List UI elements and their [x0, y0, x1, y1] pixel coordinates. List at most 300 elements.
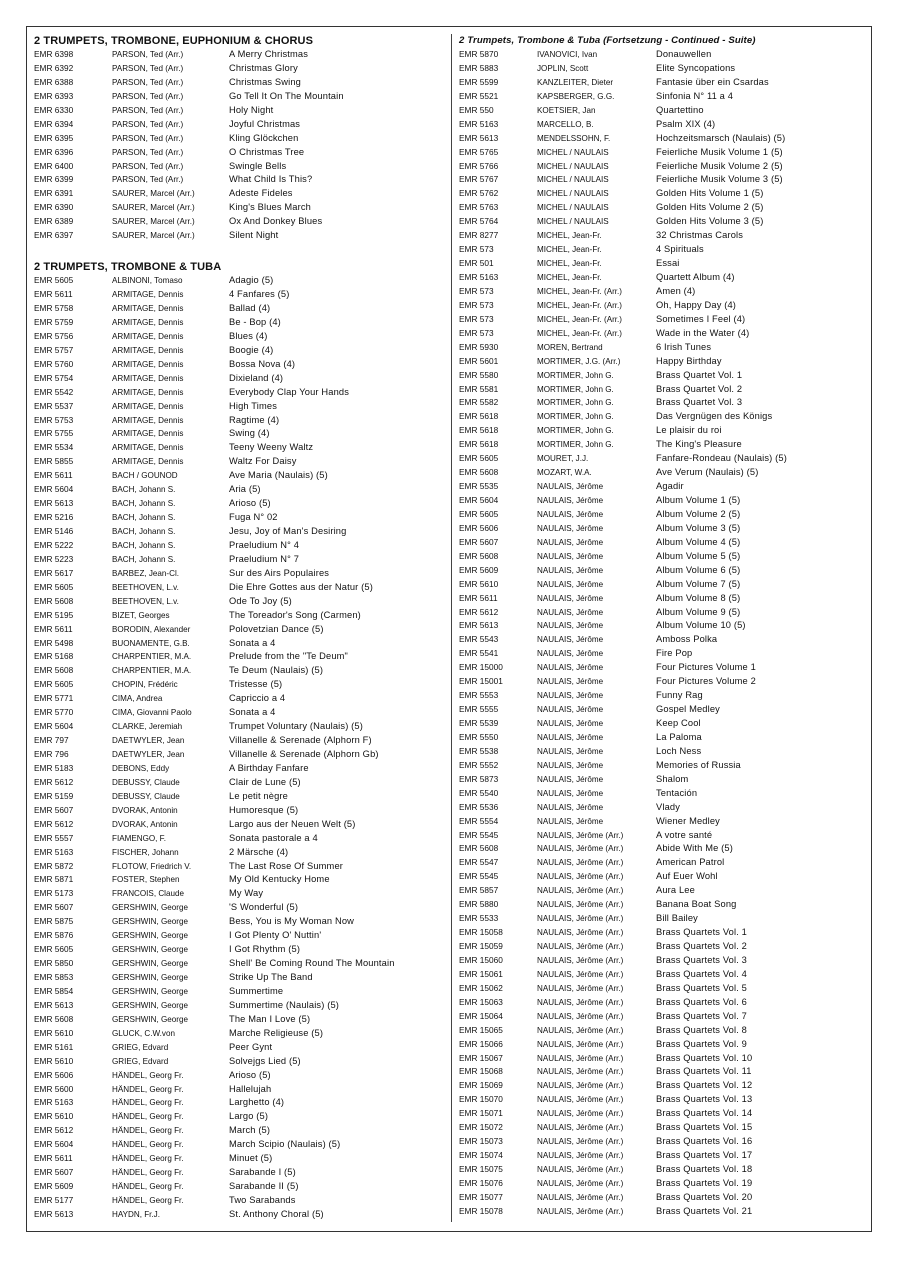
catalog-number: EMR 573 — [459, 285, 494, 296]
catalog-row — [459, 870, 865, 884]
work-title: Fuga N° 02 — [229, 512, 278, 523]
work-title: High Times — [229, 400, 277, 411]
catalog-row — [459, 592, 865, 606]
composer: MICHEL, Jean-Fr. — [537, 273, 602, 282]
catalog-row — [34, 118, 446, 132]
composer: HÄNDEL, Georg Fr. — [112, 1070, 184, 1080]
catalog-number: EMR 5755 — [34, 428, 74, 439]
composer: HÄNDEL, Georg Fr. — [112, 1154, 184, 1164]
work-title: Humoresque (5) — [229, 804, 299, 815]
catalog-row — [459, 1163, 865, 1177]
catalog-row — [34, 525, 446, 539]
catalog-number: EMR 5582 — [459, 397, 499, 408]
composer: ALBINONI, Tomaso — [112, 276, 183, 286]
catalog-number: EMR 6398 — [34, 49, 74, 59]
catalog-number: EMR 5617 — [34, 567, 74, 578]
catalog-number: EMR 5608 — [459, 550, 499, 561]
work-title: Quartett Album (4) — [656, 272, 735, 282]
composer: PARSON, Ted (Arr.) — [112, 105, 184, 115]
catalog-row — [459, 759, 865, 773]
catalog-row — [459, 466, 865, 480]
composer: NAULAIS, Jérôme (Arr.) — [537, 858, 624, 868]
catalog-row — [459, 452, 865, 466]
composer: BEETHOVEN, L.v. — [112, 596, 179, 606]
catalog-number: EMR 15070 — [459, 1094, 503, 1105]
section-title-tuba: 2 TRUMPETS, TROMBONE & TUBA — [34, 261, 222, 274]
work-title: Feierliche Musik Volume 1 (5) — [656, 146, 783, 157]
catalog-number: EMR 5610 — [459, 578, 499, 589]
composer: ARMITAGE, Dennis — [112, 373, 184, 383]
composer: NAULAIS, Jérôme — [537, 537, 604, 547]
work-title: Villanelle & Serenade (Alphorn Gb) — [229, 749, 379, 759]
work-title: The King's Pleasure — [656, 439, 742, 450]
composer: NAULAIS, Jérôme (Arr.) — [537, 997, 624, 1007]
catalog-number: EMR 5605 — [34, 679, 74, 690]
catalog-number: EMR 5855 — [34, 456, 74, 467]
catalog-number: EMR 5498 — [34, 637, 74, 648]
composer: MICHEL, Jean-Fr. — [537, 245, 602, 255]
composer: BACH, Johann S. — [112, 540, 176, 550]
catalog-number: EMR 5760 — [34, 358, 74, 369]
catalog-row — [459, 1191, 865, 1205]
catalog-row — [459, 745, 865, 759]
work-title: Elite Syncopations — [656, 62, 736, 73]
catalog-row — [459, 522, 865, 536]
work-title: Donauwellen — [656, 49, 712, 59]
catalog-row — [34, 623, 446, 637]
composer: NAULAIS, Jérôme — [537, 579, 604, 589]
catalog-number: EMR 5521 — [459, 90, 499, 101]
catalog-row — [34, 146, 446, 160]
work-title: Bossa Nova (4) — [229, 358, 296, 369]
work-title: Golden Hits Volume 3 (5) — [656, 216, 764, 227]
composer: SAURER, Marcel (Arr.) — [112, 189, 195, 199]
composer: PARSON, Ted (Arr.) — [112, 119, 184, 129]
composer: PARSON, Ted (Arr.) — [112, 91, 184, 101]
catalog-number: EMR 5163 — [459, 272, 499, 282]
work-title: Brass Quartets Vol. 2 — [656, 941, 747, 951]
composer: GERSHWIN, George — [112, 903, 189, 913]
catalog-row — [34, 818, 446, 832]
work-title: American Patrol — [656, 857, 725, 868]
catalog-row — [459, 564, 865, 578]
catalog-number: EMR 15073 — [459, 1136, 503, 1147]
catalog-number: EMR 6397 — [34, 230, 74, 241]
work-title: King's Blues March — [229, 202, 311, 213]
catalog-row — [459, 1079, 865, 1093]
catalog-number: EMR 5605 — [459, 453, 499, 464]
work-title: Brass Quartets Vol. 4 — [656, 968, 747, 979]
work-title: My Old Kentucky Home — [229, 874, 330, 885]
work-title: Brass Quartets Vol. 5 — [656, 982, 747, 993]
catalog-number: EMR 15001 — [459, 676, 503, 687]
catalog-list-tuba — [34, 274, 446, 1222]
work-title: Brass Quartets Vol. 16 — [656, 1136, 753, 1147]
composer: BACH, Johann S. — [112, 485, 176, 495]
work-title: Strike Up The Band — [229, 972, 313, 982]
catalog-row — [459, 1052, 865, 1066]
catalog-number: EMR 5853 — [34, 972, 74, 982]
catalog-number: EMR 15069 — [459, 1080, 503, 1091]
catalog-number: EMR 6394 — [34, 118, 74, 129]
catalog-row — [34, 386, 446, 400]
catalog-number: EMR 5854 — [34, 985, 74, 996]
work-title: Bess, You is My Woman Now — [229, 916, 355, 927]
catalog-row — [34, 539, 446, 553]
composer: GERSHWIN, George — [112, 945, 189, 955]
work-title: Agadir — [656, 481, 684, 492]
composer: DVORAK, Antonin — [112, 805, 178, 815]
catalog-number: EMR 6391 — [34, 188, 74, 199]
catalog-number: EMR 5161 — [34, 1041, 74, 1052]
catalog-number: EMR 5611 — [34, 623, 73, 634]
catalog-row — [459, 912, 865, 926]
catalog-number: EMR 15066 — [459, 1038, 503, 1049]
catalog-number: EMR 15078 — [459, 1205, 503, 1216]
catalog-list-chorus — [34, 48, 446, 243]
work-title: Aria (5) — [229, 484, 261, 495]
composer: HAYDN, Fr.J. — [112, 1209, 160, 1219]
catalog-row — [34, 1180, 446, 1194]
composer: CLARKE, Jeremiah — [112, 722, 183, 732]
work-title: Abide With Me (5) — [656, 843, 733, 854]
right-column — [459, 34, 865, 1219]
composer: MICHEL, Jean-Fr. — [537, 231, 602, 241]
catalog-number: EMR 5543 — [459, 634, 499, 645]
work-title: Sinfonia N° 11 a 4 — [656, 90, 734, 101]
catalog-row — [459, 1093, 865, 1107]
catalog-row — [459, 801, 865, 815]
catalog-row — [34, 776, 446, 790]
composer: PARSON, Ted (Arr.) — [112, 175, 184, 185]
work-title: Tentación — [656, 787, 698, 798]
catalog-number: EMR 5611 — [459, 592, 498, 603]
composer: BACH, Johann S. — [112, 554, 176, 564]
composer: MORTIMER, J.G. (Arr.) — [537, 356, 621, 366]
work-title: My Way — [229, 888, 264, 899]
composer: NAULAIS, Jérôme (Arr.) — [537, 830, 624, 840]
catalog-row — [459, 355, 865, 369]
work-title: Jesu, Joy of Man's Desiring — [229, 526, 347, 536]
catalog-row — [459, 884, 865, 898]
catalog-row — [34, 469, 446, 483]
catalog-row — [34, 873, 446, 887]
catalog-number: EMR 5771 — [34, 693, 74, 704]
catalog-row — [459, 1149, 865, 1163]
composer: KOETSIER, Jan — [537, 105, 596, 115]
catalog-number: EMR 5536 — [459, 801, 499, 812]
work-title: Sarabande I (5) — [229, 1167, 296, 1178]
catalog-number: EMR 5612 — [459, 606, 499, 617]
work-title: Brass Quartets Vol. 20 — [656, 1191, 753, 1202]
catalog-number: EMR 5195 — [34, 609, 74, 620]
column-divider — [451, 34, 452, 1222]
composer: BIZET, Georges — [112, 610, 170, 620]
work-title: Four Pictures Volume 1 — [656, 662, 756, 673]
catalog-row — [459, 341, 865, 355]
catalog-row — [34, 664, 446, 678]
work-title: Auf Euer Wohl — [656, 871, 718, 882]
catalog-row — [34, 650, 446, 664]
catalog-number: EMR 5177 — [34, 1195, 74, 1205]
composer: NAULAIS, Jérôme (Arr.) — [537, 1165, 624, 1174]
composer: DAETWYLER, Jean — [112, 750, 185, 759]
catalog-number: EMR 5604 — [34, 721, 74, 732]
catalog-row — [459, 1205, 865, 1219]
catalog-number: EMR 5542 — [34, 386, 74, 397]
catalog-row — [34, 173, 446, 187]
catalog-row — [459, 898, 865, 912]
catalog-row — [459, 480, 865, 494]
catalog-row — [34, 832, 446, 846]
work-title: Le petit nègre — [229, 790, 288, 801]
catalog-number: EMR 5610 — [34, 1027, 74, 1038]
composer: GLUCK, C.W.von — [112, 1028, 175, 1038]
catalog-row — [34, 1166, 446, 1180]
catalog-number: EMR 5183 — [34, 762, 74, 773]
work-title: Vlady — [656, 801, 681, 812]
catalog-row — [459, 675, 865, 689]
work-title: The Toreador's Song (Carmen) — [229, 609, 361, 620]
work-title: Brass Quartets Vol. 11 — [656, 1066, 752, 1077]
catalog-number: EMR 6400 — [34, 160, 74, 171]
catalog-row — [34, 706, 446, 720]
catalog-number: EMR 5608 — [34, 1013, 74, 1024]
composer: BUONAMENTE, G.B. — [112, 638, 190, 648]
catalog-row — [459, 327, 865, 341]
work-title: Die Ehre Gottes aus der Natur (5) — [229, 581, 373, 592]
work-title: March (5) — [229, 1125, 271, 1136]
composer: IVANOVICI, Ivan — [537, 50, 598, 59]
catalog-row — [34, 1069, 446, 1083]
work-title: Blues (4) — [229, 330, 268, 341]
work-title: Arioso (5) — [229, 498, 271, 509]
work-title: Polovetzian Dance (5) — [229, 623, 324, 634]
composer: GERSHWIN, George — [112, 917, 189, 927]
catalog-row — [34, 330, 446, 344]
composer: ARMITAGE, Dennis — [112, 359, 184, 369]
work-title: O Christmas Tree — [229, 146, 305, 157]
catalog-number: EMR 5222 — [34, 539, 74, 550]
catalog-number: EMR 5850 — [34, 958, 74, 969]
work-title: Das Vergnügen des Königs — [656, 411, 773, 422]
composer: NAULAIS, Jérôme (Arr.) — [537, 1123, 624, 1133]
catalog-row — [459, 313, 865, 327]
composer: NAULAIS, Jérôme (Arr.) — [537, 928, 624, 938]
composer: NAULAIS, Jérôme (Arr.) — [537, 1137, 624, 1147]
catalog-row — [34, 76, 446, 90]
catalog-row — [459, 829, 865, 843]
left-column — [34, 34, 446, 1222]
catalog-row — [34, 692, 446, 706]
composer: JOPLIN, Scott — [537, 63, 589, 73]
work-title: Prelude from the "Te Deum" — [229, 651, 349, 662]
composer: NAULAIS, Jérôme — [537, 509, 604, 519]
composer: KANZLEITER, Dieter — [537, 77, 614, 87]
catalog-row — [34, 455, 446, 469]
catalog-row — [34, 62, 446, 76]
composer: MICHEL / NAULAIS — [537, 175, 609, 185]
catalog-number: EMR 5607 — [459, 536, 499, 547]
catalog-number: EMR 6393 — [34, 90, 74, 101]
work-title: Brass Quartets Vol. 12 — [656, 1080, 753, 1091]
work-title: Clair de Lune (5) — [229, 776, 301, 787]
work-title: Keep Cool — [656, 718, 701, 728]
catalog-row — [34, 1096, 446, 1110]
catalog-number: EMR 15062 — [459, 982, 503, 993]
catalog-number: EMR 5538 — [459, 745, 499, 756]
catalog-number: EMR 6399 — [34, 174, 74, 185]
catalog-number: EMR 501 — [459, 258, 494, 269]
catalog-number: EMR 5581 — [459, 383, 499, 394]
composer: MARCELLO, B. — [537, 119, 594, 129]
catalog-row — [459, 982, 865, 996]
catalog-row — [459, 689, 865, 703]
work-title: Brass Quartets Vol. 10 — [656, 1052, 753, 1063]
work-title: Funny Rag — [656, 690, 703, 701]
composer: BACH, Johann S. — [112, 499, 176, 509]
catalog-number: EMR 5609 — [34, 1181, 74, 1192]
catalog-row — [459, 996, 865, 1010]
composer: NAULAIS, Jérôme — [537, 802, 604, 812]
catalog-number: EMR 573 — [459, 244, 494, 255]
catalog-number: EMR 6396 — [34, 146, 74, 157]
catalog-row — [34, 637, 446, 651]
catalog-number: EMR 15063 — [459, 996, 503, 1007]
work-title: Happy Birthday — [656, 355, 722, 366]
catalog-number: EMR 5613 — [34, 999, 74, 1010]
composer: MORTIMER, John G. — [537, 440, 614, 450]
catalog-number: EMR 5612 — [34, 1125, 74, 1136]
composer: NAULAIS, Jérôme — [537, 746, 604, 756]
work-title: Sonata pastorale a 4 — [229, 832, 318, 843]
catalog-row — [34, 957, 446, 971]
composer: CHOPIN, Frédéric — [112, 680, 178, 690]
composer: NAULAIS, Jérôme (Arr.) — [537, 955, 624, 965]
composer: NAULAIS, Jérôme (Arr.) — [537, 1151, 624, 1161]
work-title: Banana Boat Song — [656, 899, 737, 910]
catalog-row — [34, 553, 446, 567]
composer: NAULAIS, Jérôme — [537, 760, 604, 770]
catalog-row — [459, 62, 865, 76]
catalog-number: EMR 5552 — [459, 759, 499, 770]
catalog-number: EMR 15065 — [459, 1024, 503, 1035]
catalog-row — [459, 1135, 865, 1149]
catalog-row — [34, 274, 446, 288]
work-title: Sur des Airs Populaires — [229, 567, 330, 578]
work-title: Psalm XIX (4) — [656, 118, 716, 129]
catalog-row — [459, 90, 865, 104]
composer: DAETWYLER, Jean — [112, 736, 185, 746]
catalog-number: EMR 5533 — [459, 913, 499, 924]
work-title: Sometimes I Feel (4) — [656, 313, 746, 324]
work-title: 4 Fanfares (5) — [229, 289, 290, 300]
catalog-number: EMR 5604 — [34, 1139, 74, 1150]
catalog-row — [459, 1010, 865, 1024]
composer: ARMITAGE, Dennis — [112, 401, 184, 411]
catalog-number: EMR 5604 — [34, 484, 74, 495]
composer: NAULAIS, Jérôme — [537, 691, 604, 701]
catalog-number: EMR 15077 — [459, 1191, 503, 1202]
work-title: Feierliche Musik Volume 3 (5) — [656, 174, 783, 185]
catalog-number: EMR 5607 — [34, 804, 74, 815]
catalog-row — [34, 1138, 446, 1152]
catalog-row — [459, 717, 865, 731]
catalog-number: EMR 5605 — [34, 581, 74, 592]
work-title: Two Sarabands — [229, 1195, 296, 1205]
work-title: Brass Quartets Vol. 8 — [656, 1024, 747, 1035]
catalog-row — [459, 578, 865, 592]
work-title: Christmas Glory — [229, 62, 298, 73]
work-title: Summertime — [229, 985, 284, 996]
work-title: Adeste Fideles — [229, 188, 293, 199]
composer: NAULAIS, Jérôme — [537, 496, 604, 505]
work-title: Gospel Medley — [656, 704, 720, 715]
catalog-row — [34, 48, 446, 62]
catalog-number: EMR 5880 — [459, 899, 499, 910]
catalog-number: EMR 5759 — [34, 316, 74, 327]
catalog-row — [34, 201, 446, 215]
catalog-number: EMR 5608 — [459, 467, 499, 478]
composer: CIMA, Giovanni Paolo — [112, 708, 192, 718]
composer: HÄNDEL, Georg Fr. — [112, 1126, 184, 1136]
catalog-row — [34, 762, 446, 776]
work-title: Shalom — [656, 773, 689, 784]
catalog-row — [459, 243, 865, 257]
section-spacer — [34, 243, 446, 260]
work-title: Album Volume 7 (5) — [656, 578, 741, 589]
catalog-number: EMR 5173 — [34, 888, 74, 899]
composer: NAULAIS, Jérôme — [537, 719, 604, 728]
work-title: Brass Quartets Vol. 15 — [656, 1122, 753, 1133]
catalog-number: EMR 5875 — [34, 916, 74, 927]
catalog-number: EMR 797 — [34, 735, 69, 746]
catalog-number: EMR 550 — [459, 104, 494, 115]
work-title: Marche Religieuse (5) — [229, 1027, 324, 1038]
composer: NAULAIS, Jérôme (Arr.) — [537, 969, 624, 979]
work-title: Brass Quartet Vol. 3 — [656, 397, 743, 408]
catalog-row — [459, 438, 865, 452]
catalog-row — [34, 344, 446, 358]
catalog-number: EMR 15074 — [459, 1150, 503, 1161]
work-title: Ragtime (4) — [229, 414, 280, 425]
composer: ARMITAGE, Dennis — [112, 429, 184, 439]
catalog-number: EMR 5604 — [459, 495, 499, 505]
composer: NAULAIS, Jérôme (Arr.) — [537, 1192, 624, 1202]
work-title: Fire Pop — [656, 648, 693, 659]
work-title: Everybody Clap Your Hands — [229, 386, 350, 397]
composer: NAULAIS, Jérôme — [537, 593, 604, 603]
composer: NAULAIS, Jérôme — [537, 635, 604, 645]
work-title: Album Volume 6 (5) — [656, 564, 741, 575]
catalog-number: EMR 5534 — [34, 442, 74, 453]
catalog-row — [34, 860, 446, 874]
catalog-row — [459, 257, 865, 271]
catalog-number: EMR 5871 — [34, 874, 74, 885]
work-title: Minuet (5) — [229, 1153, 273, 1164]
composer: FISCHER, Johann — [112, 847, 179, 857]
catalog-row — [459, 383, 865, 397]
work-title: Feierliche Musik Volume 2 (5) — [656, 160, 783, 171]
catalog-number: EMR 15061 — [459, 968, 503, 979]
work-title: The Man I Love (5) — [229, 1013, 311, 1024]
catalog-number: EMR 5580 — [459, 369, 499, 380]
work-title: Album Volume 1 (5) — [656, 495, 741, 505]
catalog-number: EMR 15000 — [459, 662, 503, 673]
catalog-number: EMR 5216 — [34, 512, 74, 523]
composer: NAULAIS, Jérôme (Arr.) — [537, 983, 624, 993]
composer: MICHEL / NAULAIS — [537, 161, 609, 171]
